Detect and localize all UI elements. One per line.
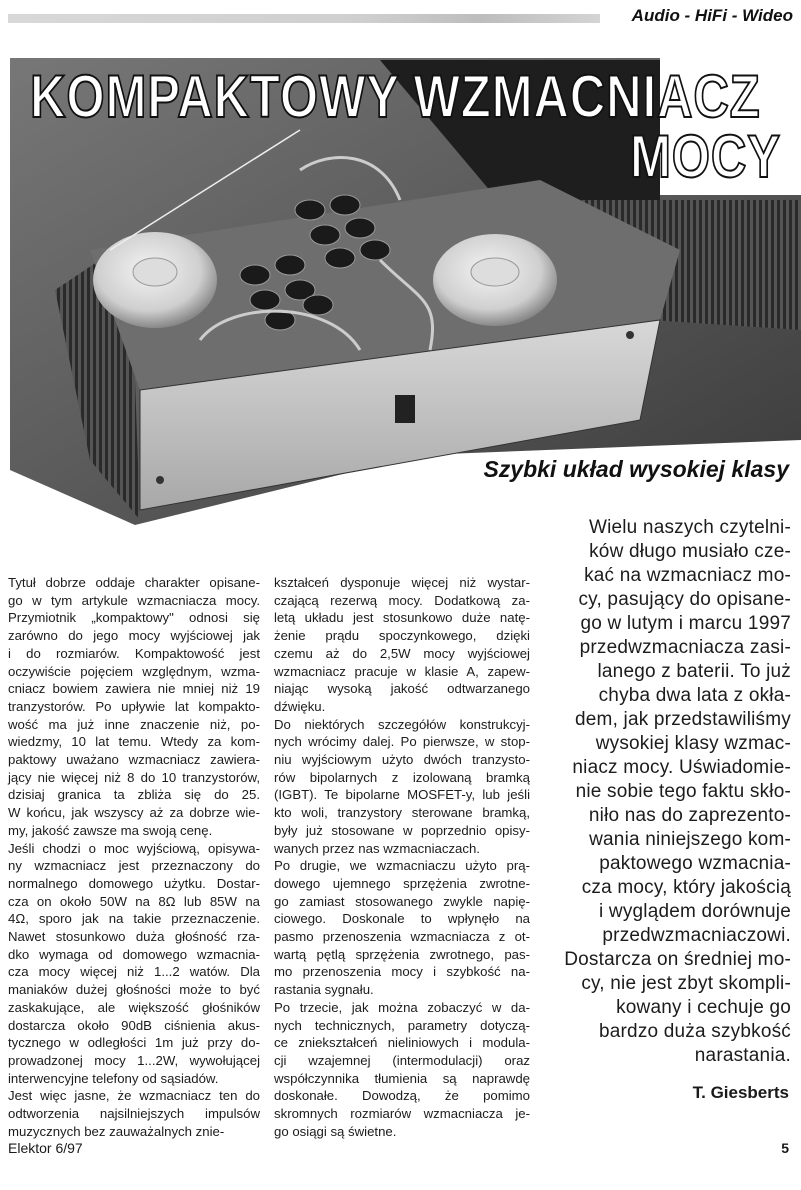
text-line: dzisiaj granica ta zbliża się do 25. <box>8 787 260 803</box>
text-line: tycznego w odległości 1m już przy do- <box>8 1035 260 1051</box>
text-line: Tytuł dobrze oddaje charakter opisane- <box>8 575 260 590</box>
text-line: rastania sygnału. <box>274 982 374 998</box>
text-line: go osiągi są świetne. <box>274 1123 397 1139</box>
lead-line: przedwzmacniaczowi. <box>602 925 791 946</box>
text-line: cza mocy więcej niż 1...2 watów. Dla <box>8 964 260 980</box>
text-line: czającą rezerwą mocy. Dodatkową za- <box>274 592 530 608</box>
text-line: paktowy uważano wzmacniacz zawiera- <box>8 752 260 768</box>
text-line: muzycznych bez zauważalnych znie- <box>8 1123 225 1139</box>
text-line: nych wrócimy dalej. Po pierwsze, w stop- <box>274 734 530 750</box>
text-line: ny wzmacniacz jest przeznaczony do <box>8 858 260 874</box>
text-line: i do rozmiarów. Kompaktowość jest <box>8 645 260 661</box>
text-line: wartą pętlą sprzężenia zwrotnego, pas- <box>274 946 530 962</box>
lead-line: cza mocy, który jakością <box>581 877 791 898</box>
page-number: 5 <box>781 1140 789 1156</box>
text-line: odtworzenia najsilniejszych impulsów <box>8 1106 260 1122</box>
article-subtitle: Szybki układ wysokiej klasy <box>483 456 789 482</box>
paragraph <box>274 574 530 716</box>
text-line: W końcu, jak wszyscy aż za dobrze wie- <box>8 805 260 821</box>
text-line: nych technicznych, parametry dotyczą- <box>274 1017 530 1033</box>
text-line: interwencyjne telefony od sąsiadów. <box>8 1070 219 1086</box>
text-line: go w tym artykule wzmacniacza mocy. <box>8 592 260 608</box>
article-title-line2: MOCY <box>630 123 781 190</box>
text-line: Przymiotnik „kompaktowy" odnosi się <box>8 610 260 626</box>
text-line: Jeśli chodzi o moc wyjściową, opisywa- <box>8 840 260 856</box>
text-line: Po drugie, we wzmacniaczu użyto prą- <box>274 858 530 874</box>
lead-line: cy, nie jest zbyt skompli- <box>581 973 791 994</box>
text-line: dostarcza około 90dB ciśnienia akus- <box>8 1017 260 1033</box>
text-line: zaskakujące, ale większość głośników <box>8 999 260 1015</box>
text-line: my, jakość zawsze ma swoją cenę. <box>8 822 213 838</box>
text-line: dowego ujemnego sprzężenia zwrotne- <box>274 875 530 891</box>
text-line: niając wysoką jakość odtwarzanego <box>274 681 530 697</box>
lead-line: Dostarcza on średniej mo- <box>564 949 791 970</box>
lead-line: kowany i cechuje go <box>616 997 791 1018</box>
author: T. Giesberts <box>692 1083 789 1102</box>
lead-line: lanego z baterii. To już <box>597 661 791 682</box>
paragraph <box>8 840 260 1088</box>
magazine-issue: Elektor 6/97 <box>8 1140 83 1156</box>
section-label: Audio - HiFi - Wideo <box>631 6 793 25</box>
text-line: wzmacniacz pracuje w klasie A, zapew- <box>274 663 530 679</box>
paragraph <box>274 857 530 999</box>
text-line: oczywiście pojęciem względnym, wzma- <box>8 663 260 679</box>
text-column-1 <box>8 574 260 1141</box>
text-line: cza on około 50W na 8Ω lub 85W na <box>8 893 260 909</box>
text-line: mo przenoszenia mocy i szybkość na- <box>274 964 530 980</box>
text-line: 4Ω, sporo jak na takie przeznaczenie. <box>8 911 260 927</box>
text-line: były już stosowane w poprzednio opisy- <box>274 822 530 838</box>
lead-line: chyba dwa lata z okła- <box>598 685 791 706</box>
text-line: wiedzmy, 10 lat temu. Wtedy za kom- <box>8 734 260 750</box>
text-line: wanych przez nas wzmacniaczach. <box>274 840 480 856</box>
text-line: kto woli, tranzystory sterowane bramką, <box>274 805 530 821</box>
text-line: żenie prądu spoczynkowego, dzięki <box>274 628 530 644</box>
lead-line: niacz mocy. Uświadomie- <box>572 757 791 778</box>
text-line: prowadzonej mocy 1...2W, wywołującej <box>8 1052 260 1068</box>
lead-line: cy, pasujący do opisane- <box>578 589 791 610</box>
text-line: zarówno do jego mocy wyjściowej jak <box>8 628 260 644</box>
text-line: ciowego. Doskonale to wpłynęło na <box>274 911 530 927</box>
text-line: (IGBT). Te bipolarne MOSFET-y, lub jeśli <box>274 787 530 803</box>
lead-line: niło nas do zaprezento- <box>588 805 791 826</box>
text-line: doskonałe. Dowodzą, że pomimo <box>274 1088 530 1104</box>
text-line: kształceń dysponuje więcej niż wystar- <box>274 575 530 590</box>
text-line: cniacz bowiem zawiera nie mniej niż 19 <box>8 681 260 697</box>
text-line: niu wyjściowym użyto dwóch tranzysto- <box>274 752 530 768</box>
text-line: ce zniekształceń nieliniowych i modula- <box>274 1035 530 1051</box>
text-line: współczynnika tłumienia są naprawdę <box>274 1070 530 1086</box>
paragraph <box>274 716 530 858</box>
text-line: dko wymaga od domowego wzmacnia- <box>8 946 260 962</box>
lead-line: narastania. <box>694 1045 791 1066</box>
text-line: czemu aż do 2,5W mocy wyjściowej <box>274 645 530 661</box>
lead-line: bardzo duża szybkość <box>599 1021 791 1042</box>
lead-line: wysokiej klasy wzmac- <box>595 733 791 754</box>
text-line: jący nie więcej niż 8 do 10 tranzystorów, <box>8 769 260 785</box>
text-line: pasmo przenoszenia wzmacniacza z ot- <box>274 929 530 945</box>
lead-line: Wielu naszych czytelni- <box>588 517 791 538</box>
text-line: go zamiast stosowanego zwykle napię- <box>274 893 530 909</box>
text-line: Do niektórych szczegółów konstrukcyj- <box>274 716 530 732</box>
paragraph <box>8 1087 260 1140</box>
lead-line: go w lutym i marcu 1997 <box>580 613 791 634</box>
lead-paragraph <box>545 516 791 1068</box>
text-line: Jest więc jasne, że wzmacniacz ten do <box>8 1088 260 1104</box>
text-line: skromnych rozmiarów wzmacniacza je- <box>274 1106 530 1122</box>
paragraph <box>274 999 530 1141</box>
text-line: rów bipolarnych z izolowaną bramką <box>274 769 530 785</box>
lead-line: ków długo musiało cze- <box>589 541 791 562</box>
text-line: letą układu jest stosunkowo duże natę- <box>274 610 530 626</box>
lead-line: kać na wzmacniacz mo- <box>584 565 791 586</box>
lead-line: nie sobie tego faktu skło- <box>575 781 791 802</box>
paragraph <box>8 574 260 840</box>
text-line: Nawet stosunkowo duża głośność rza- <box>8 929 260 945</box>
lead-line: paktowego wzmacnia- <box>599 853 791 874</box>
text-line: normalnego domowego użytku. Dostar- <box>8 875 260 891</box>
text-line: dźwięku. <box>274 698 326 714</box>
lead-line: przedwzmacniacza zasi- <box>579 637 791 658</box>
lead-line: wania niniejszego kom- <box>589 829 791 850</box>
text-line: maniaków dużej głośności może to być <box>8 982 260 998</box>
article-title: KOMPAKTOWY WZMACNIACZ <box>30 63 761 130</box>
text-line: Po trzecie, jak można zobaczyć w da- <box>274 999 530 1015</box>
text-line: cji wzajemnej (intermodulacji) oraz <box>274 1052 530 1068</box>
text-column-2 <box>274 574 530 1141</box>
text-line: tranzystorów. Po upływie lat kompakto- <box>8 698 260 714</box>
lead-line: i wyglądem dorównuje <box>599 901 791 922</box>
lead-line: dem, jak przedstawiliśmy <box>575 709 791 730</box>
text-line: wość ma już inne znaczenie niż, po- <box>8 716 260 732</box>
